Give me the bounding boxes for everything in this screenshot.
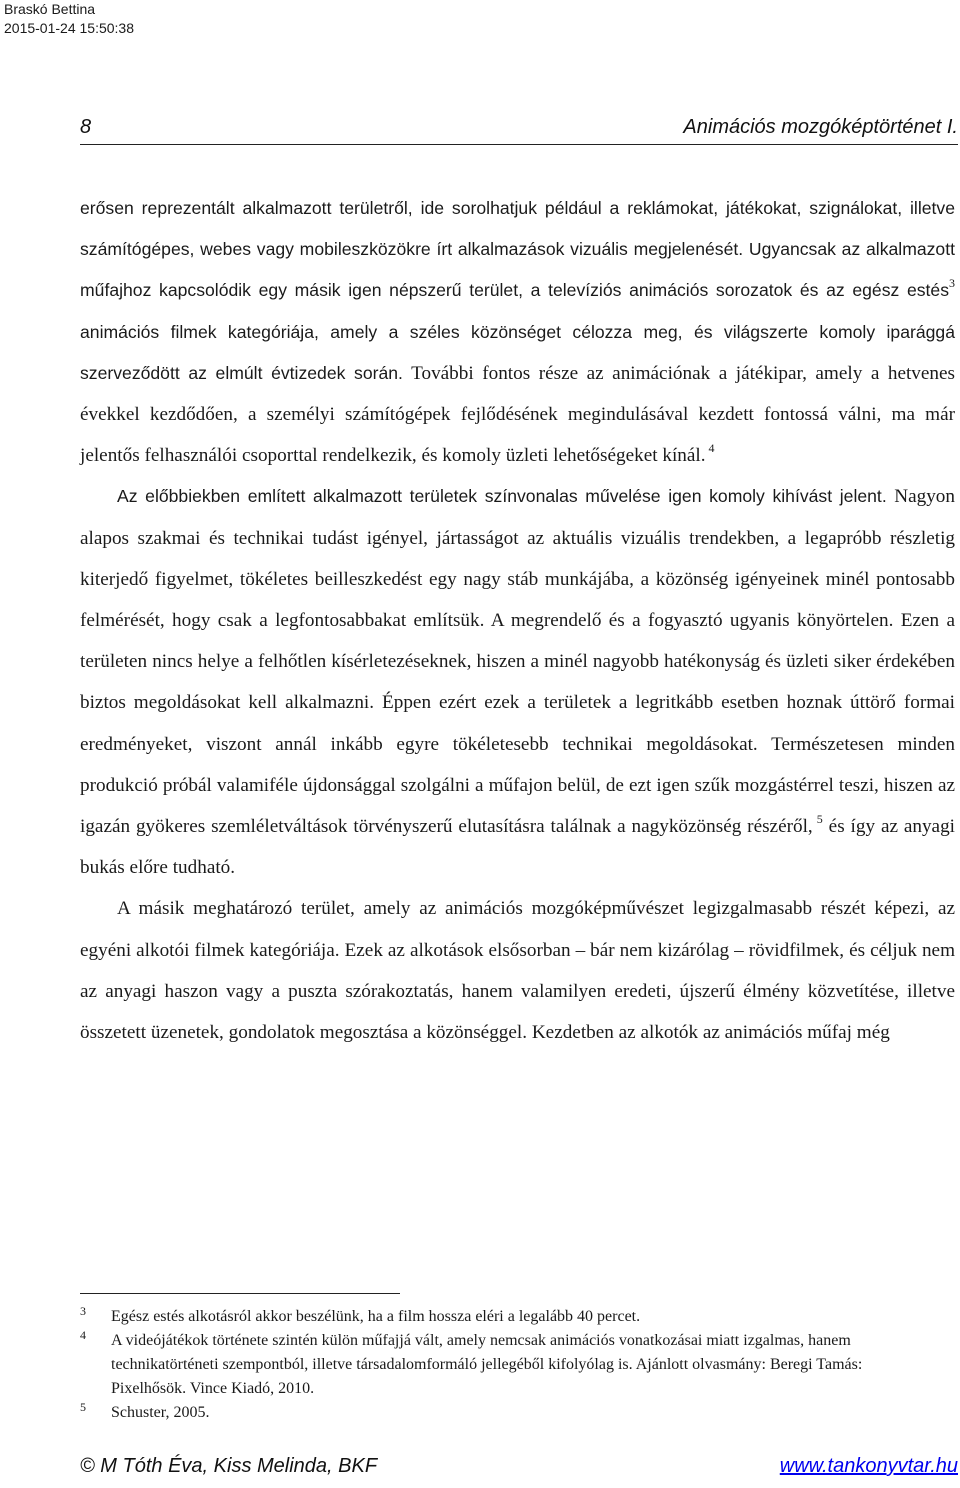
footnote-number: 3 [80, 1304, 86, 1318]
paragraph-2 [80, 476, 955, 888]
paragraph-1-sentence-2: Ugyancsak az alkalmazott műfajhoz kapcsolódik egy másik igen népszerű terület, a televíziós animációs sorozatok és az egész estés [80, 239, 955, 301]
footnote-ref-4: 4 [705, 440, 715, 455]
footnote-ref-3: 3 [949, 276, 955, 291]
footnote-ref-5: 5 [812, 811, 823, 826]
paragraph-2-sentence-2: Nagyon alapos szakmai és technikai tudást igényel, jártasságot az aktuális vizuális trendekben, a legapróbb részletig kiterjedő figyelmet, tökéletes beilleszkedést egy nagy stáb munkájába, a közönség igényeinek minél pontosabb felmérését, hogy csak a legfontosabbakat említsük. A megrendelő és a fogyasztó ugyanis könyörtelen. Ezen a területen nincs helye a felhőtlen kísérletezéseknek, hiszen a minél nagyobb hatékonyság és üzleti siker érdekében biztos megoldásokat kell alkalmazni. Éppen ezért ezek a területek a legritkább esetben hoznak úttörő formai eredményeket, viszont annál inkább egyre tökéletesebb technikai megoldásokat. Természetesen minden produkció próbál valamiféle újdonsággal szolgálni a műfajon belül, de ezt igen szűk mozgástérrel teszi, hiszen az igazán gyökeres szemléletváltások törvényszerű elutasításra találnak a nagyközönség részéről, [80, 486, 955, 838]
author-stamp [4, 0, 134, 38]
paragraph-3: A másik meghatározó terület, amely az animációs mozgóképművészet legizgalmasabb részét képezi, az egyéni alkotói filmek kategóriája. Ezek az alkotások elsősorban – bár nem kizárólag – rövidfilmek, és céljuk nem az anyagi haszon vagy a puszta szórakoztatás, hanem valamilyen eredeti, újszerű élmény közvetítése, illetve összetett üzenetek, gondolatok megosztása a közönséggel. Kezdetben az alkotók az animációs műfaj még [80, 898, 955, 1044]
website-link[interactable]: www.tankonyvtar.hu [779, 1455, 958, 1477]
paragraph-1-sentence-3: animációs filmek kategóriája, amely a széles közönséget célozza meg, és világszerte komoly iparággá szerveződött az elmúlt évtizedek során. [80, 321, 955, 383]
running-title: Animációs mozgóképtörténet I. [683, 116, 958, 138]
stamp-author: Braskó Bettina [4, 1, 96, 17]
paragraph-2-sentence-3: és így az anyagi bukás előre tudható. [80, 816, 956, 879]
footnote-number: 5 [80, 1400, 86, 1414]
page-number: 8 [80, 116, 92, 138]
stamp-datetime: 2015-01-24 15:50:38 [4, 20, 134, 36]
footnote-text: Schuster, 2005. [111, 1404, 210, 1421]
paragraph-1-sentence-1: erősen reprezentált alkalmazott területről, ide sorolhatjuk például a reklámokat, játékokat, szignálokat, illetve számítógépes, webes vagy mobileszközökre írt alkalmazások vizuális megjelenését. [80, 198, 955, 260]
page-footer [80, 1455, 958, 1483]
copyright-text: © M Tóth Éva, Kiss Melinda, BKF [80, 1455, 378, 1477]
paragraph-2-sentence-1: Az előbbiekben említett alkalmazott területek színvonalas művelése igen komoly kihívást jelent. [117, 486, 887, 507]
footnote-text: Egész estés alkotásról akkor beszélünk, ha a film hossza eléri a legalább 40 percet. [111, 1308, 641, 1325]
footnote-text: A videójátékok története szintén külön műfajjá vált, amely nemcsak animációs vonatkozásai miatt izgalmas, hanem technikatörténeti szempontból, illetve társadalomformáló jellegéből kifolyólag is. Ajánlott olvasmány: Beregi Tamás: Pixelhősök. Vince Kiadó, 2010. [111, 1332, 863, 1397]
paragraph-1 [80, 188, 955, 476]
footnote-number: 4 [80, 1328, 86, 1342]
page-header [80, 116, 958, 145]
paragraph-1-sentence-4: További fontos része az animációnak a játékipar, amely a hetvenes évekkel kezdődően, a személyi számítógépek fejlődésének megindulásával kezdett fontossá válni, ma már jelentős felhasználói csoporttal rendelkezik, és komoly üzleti lehetőségeket kínál. [80, 362, 955, 467]
body-text [80, 188, 955, 1053]
footnotes [80, 1305, 880, 1425]
footnote-divider [80, 1293, 400, 1294]
footnote-3 [80, 1305, 880, 1329]
footnote-4 [80, 1329, 880, 1401]
footnote-5 [80, 1401, 880, 1425]
